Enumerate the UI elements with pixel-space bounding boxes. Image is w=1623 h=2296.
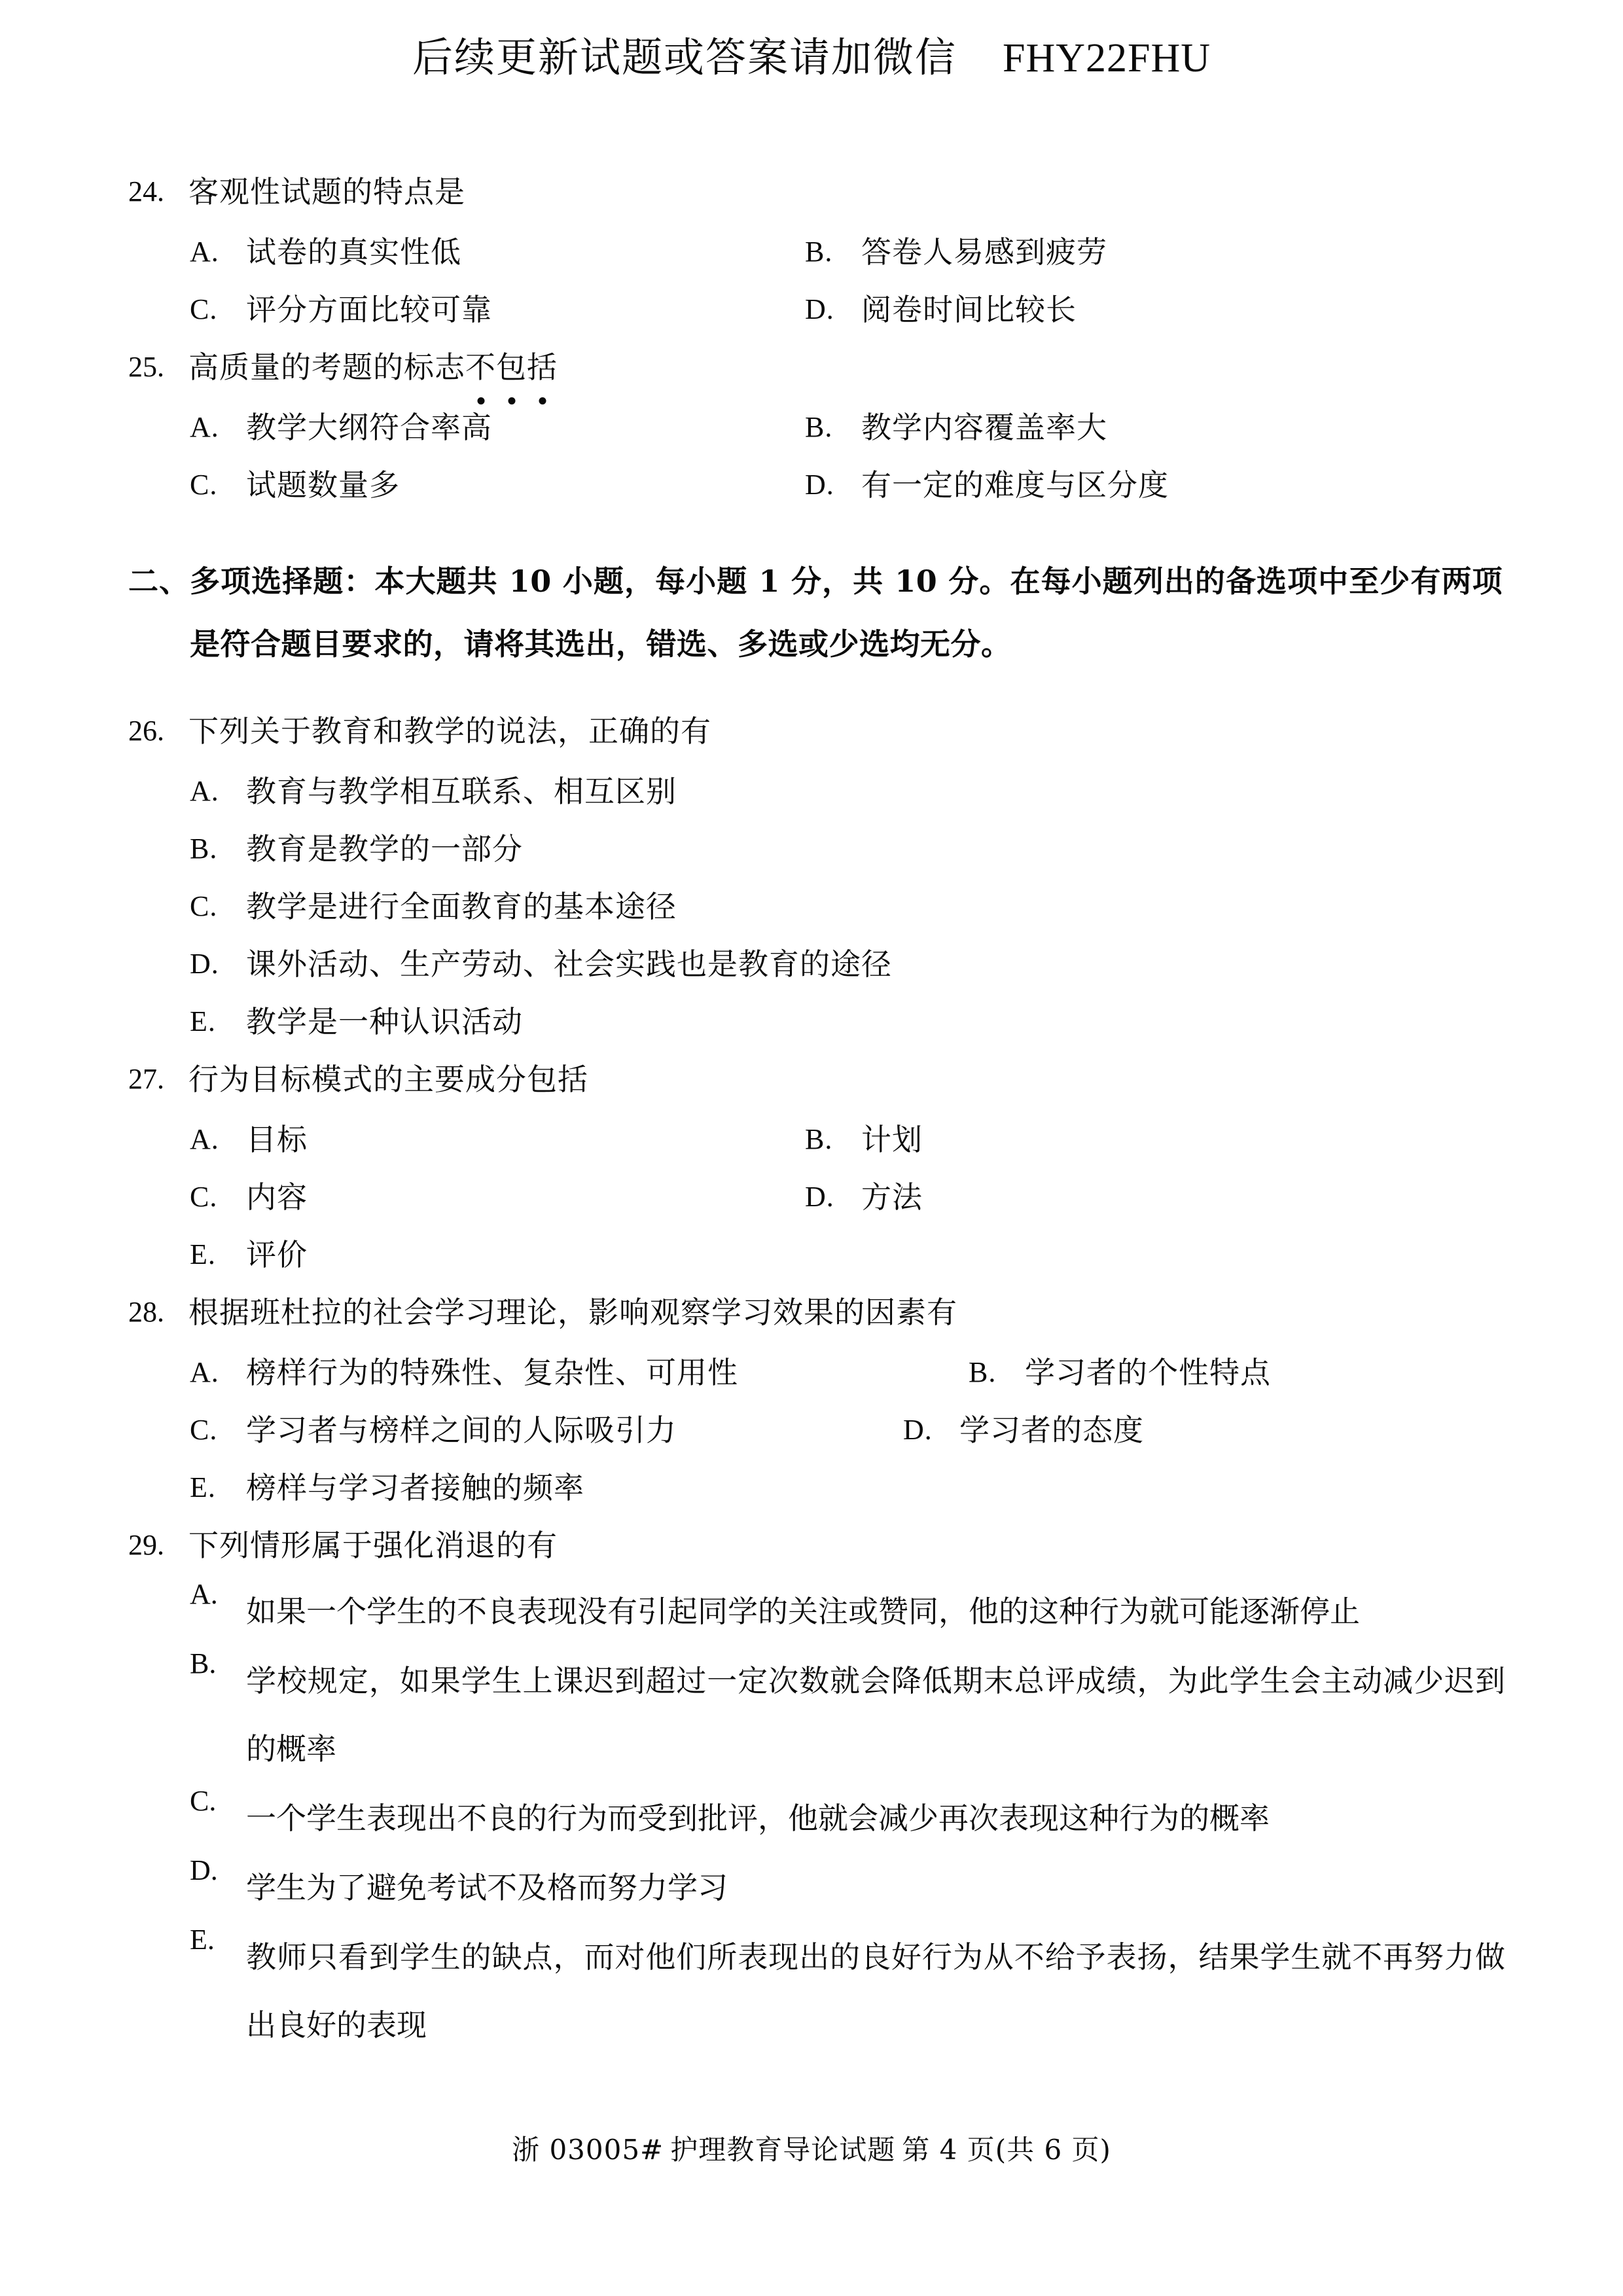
option-25-a-label: A.	[190, 411, 219, 443]
option-26-d-label: D.	[190, 948, 219, 980]
question-26-option-row-d	[190, 936, 1503, 992]
option-28-a[interactable]	[190, 1344, 969, 1401]
option-28-c-text: 学习者与榜样之间的人际吸引力	[246, 1412, 677, 1448]
option-29-b-label: B.	[190, 1647, 217, 1679]
option-28-e[interactable]	[190, 1460, 584, 1516]
option-25-b[interactable]	[805, 399, 1503, 456]
option-28-e-text: 榜样与学习者接触的频率	[246, 1470, 584, 1505]
option-27-b-label: B.	[805, 1123, 833, 1155]
footer-page-label: 第 4 页	[902, 2134, 995, 2166]
question-25-emphasis: 不包括	[465, 339, 558, 395]
option-26-b-text: 教育是教学的一部分	[246, 831, 523, 867]
option-24-c-text: 评分方面比较可靠	[246, 292, 492, 327]
header-notice-text: 后续更新试题或答案请加微信	[412, 33, 957, 81]
option-28-b[interactable]	[969, 1344, 1503, 1401]
option-28-d[interactable]	[903, 1402, 1503, 1458]
question-29-option-row-c[interactable]	[190, 1784, 1505, 1852]
option-28-a-text: 榜样行为的特殊性、复杂性、可用性	[246, 1355, 738, 1390]
option-27-d[interactable]	[805, 1169, 1503, 1225]
question-24-stem	[128, 164, 1503, 220]
question-29-text: 下列情形属于强化消退的有	[188, 1528, 558, 1563]
question-24-number: 24.	[128, 175, 164, 207]
option-26-b[interactable]	[190, 821, 523, 877]
question-26-text: 下列关于教育和教学的说法，正确的有	[188, 713, 711, 749]
option-28-b-text: 学习者的个性特点	[1025, 1355, 1271, 1390]
option-27-a[interactable]	[190, 1111, 805, 1168]
question-25-text	[188, 339, 558, 395]
option-24-b-text: 答卷人易感到疲劳	[861, 234, 1107, 270]
option-26-c-label: C.	[190, 890, 218, 922]
question-24-option-row-1	[190, 224, 1503, 280]
option-27-b-text: 计划	[861, 1122, 923, 1157]
option-29-a-label: A.	[190, 1578, 218, 1610]
option-26-d[interactable]	[190, 936, 892, 992]
option-28-b-label: B.	[969, 1356, 997, 1388]
option-28-d-label: D.	[903, 1414, 933, 1446]
question-28-text: 根据班杜拉的社会学习理论，影响观察学习效果的因素有	[188, 1295, 957, 1330]
question-27-text: 行为目标模式的主要成分包括	[188, 1062, 588, 1097]
question-27-number: 27.	[128, 1063, 164, 1095]
option-25-c-text: 试题数量多	[246, 467, 400, 503]
question-28-option-row-2	[190, 1402, 1503, 1458]
option-29-c-label: C.	[190, 1785, 217, 1817]
option-29-e-label: E.	[190, 1924, 215, 1956]
option-25-d-label: D.	[805, 469, 834, 501]
option-24-b[interactable]	[805, 224, 1503, 280]
option-29-d-label: D.	[190, 1854, 218, 1886]
question-28-stem	[128, 1284, 1503, 1340]
option-27-d-text: 方法	[861, 1179, 923, 1215]
option-24-a-text: 试卷的真实性低	[246, 234, 461, 270]
option-27-b[interactable]	[805, 1111, 1503, 1168]
header-wechat-id: FHY22FHU	[1002, 36, 1211, 81]
question-29-option-row-e[interactable]	[190, 1923, 1505, 2059]
option-24-a-label: A.	[190, 236, 219, 268]
option-28-d-text: 学习者的态度	[959, 1412, 1144, 1448]
option-27-e[interactable]	[190, 1227, 805, 1283]
option-27-c-text: 内容	[246, 1179, 308, 1215]
option-28-c-label: C.	[190, 1414, 218, 1446]
option-26-e[interactable]	[190, 994, 523, 1050]
section-2-heading	[128, 550, 1503, 675]
option-24-d-label: D.	[805, 293, 834, 325]
option-29-d-text: 学生为了避免考试不及格而努力学习	[246, 1870, 728, 1905]
option-24-c[interactable]	[190, 281, 805, 338]
option-27-c[interactable]	[190, 1169, 805, 1225]
footer-exam-code: 浙 03005#	[512, 2134, 664, 2166]
question-24-option-row-2	[190, 281, 1503, 338]
option-26-e-text: 教学是一种认识活动	[246, 1004, 523, 1039]
section-2-title	[190, 550, 1503, 675]
option-26-a[interactable]	[190, 763, 677, 819]
page-header	[0, 25, 1623, 83]
question-27-stem	[128, 1051, 1503, 1107]
option-26-d-text: 课外活动、生产劳动、社会实践也是教育的途径	[246, 946, 892, 982]
question-29-stem	[128, 1517, 1503, 1573]
option-27-a-text: 目标	[246, 1122, 308, 1157]
footer-exam-name: 护理教育导论试题	[670, 2134, 896, 2166]
question-26-option-row-e	[190, 994, 1503, 1050]
footer-page-total: (共 6 页)	[995, 2134, 1111, 2166]
option-26-a-label: A.	[190, 775, 219, 807]
option-27-a-label: A.	[190, 1123, 219, 1155]
question-29-option-row-d[interactable]	[190, 1854, 1505, 1922]
question-25-option-row-2	[190, 457, 1503, 513]
option-29-a-text: 如果一个学生的不良表现没有引起同学的关注或赞同，他的这种行为就可能逐渐停止	[246, 1594, 1360, 1629]
question-26-option-row-b	[190, 821, 1503, 877]
option-29-b-text: 学校规定，如果学生上课迟到超过一定次数就会降低期末总评成绩，为此学生会主动减少迟到的概率	[246, 1663, 1505, 1767]
option-24-d[interactable]	[805, 281, 1503, 338]
question-26-stem	[128, 703, 1503, 759]
question-25-option-row-1	[190, 399, 1503, 456]
option-24-b-label: B.	[805, 236, 833, 268]
question-25-number: 25.	[128, 351, 164, 383]
question-29-option-row-b[interactable]	[190, 1647, 1505, 1783]
question-29-option-row-a[interactable]	[190, 1577, 1505, 1645]
section-2-title-line1: 多项选择题：本大题共 10 小题，每小题 1 分，共 10 分。在每小题列出的备选项中	[190, 564, 1349, 599]
option-29-e-text: 教师只看到学生的缺点，而对他们所表现出的良好行为从不给予表扬，结果学生就不再努力做出良好的表现	[246, 1939, 1505, 2043]
option-27-e-text: 评价	[246, 1237, 308, 1272]
question-26-option-row-a	[190, 763, 1503, 819]
question-25-stem	[128, 339, 1503, 395]
option-27-c-label: C.	[190, 1181, 218, 1213]
option-25-a-text: 教学大纲符合率高	[246, 410, 492, 445]
question-28-option-row-1	[190, 1344, 1503, 1401]
option-26-b-label: B.	[190, 833, 218, 865]
option-24-c-label: C.	[190, 293, 218, 325]
option-26-c[interactable]	[190, 878, 677, 935]
option-26-c-text: 教学是进行全面教育的基本途径	[246, 889, 677, 924]
question-28-number: 28.	[128, 1296, 164, 1328]
question-24-text: 客观性试题的特点是	[188, 174, 465, 209]
question-27-option-row-1	[190, 1111, 1503, 1168]
option-29-c-text: 一个学生表现出不良的行为而受到批评，他就会减少再次表现这种行为的概率	[246, 1801, 1270, 1836]
section-2-marker: 二、	[128, 564, 190, 599]
option-28-a-label: A.	[190, 1356, 219, 1388]
question-25-text-plain: 高质量的考题的标志	[188, 350, 465, 385]
option-27-e-label: E.	[190, 1238, 216, 1270]
option-25-d[interactable]	[805, 457, 1503, 513]
question-26-option-row-c	[190, 878, 1503, 935]
option-25-b-text: 教学内容覆盖率大	[861, 410, 1107, 445]
option-27-d-label: D.	[805, 1181, 834, 1213]
option-25-c[interactable]	[190, 457, 805, 513]
option-28-c[interactable]	[190, 1402, 903, 1458]
option-25-b-label: B.	[805, 411, 833, 443]
option-24-a[interactable]	[190, 224, 805, 280]
section-2-title-line2: 至少有两项是符合题目要求的，请将其选出，错选、多选或少选均无分。	[190, 564, 1503, 662]
option-25-a[interactable]	[190, 399, 805, 456]
exam-content	[128, 164, 1503, 2060]
question-27-option-row-2	[190, 1169, 1503, 1225]
option-25-c-label: C.	[190, 469, 218, 501]
option-24-d-text: 阅卷时间比较长	[861, 292, 1077, 327]
question-26-number: 26.	[128, 715, 164, 747]
option-25-d-text: 有一定的难度与区分度	[861, 467, 1169, 503]
option-26-e-label: E.	[190, 1005, 216, 1037]
option-28-e-label: E.	[190, 1471, 216, 1503]
page-footer	[0, 2128, 1623, 2168]
question-29-number: 29.	[128, 1529, 164, 1561]
option-26-a-text: 教育与教学相互联系、相互区别	[246, 774, 677, 809]
question-28-option-row-3	[190, 1460, 1503, 1516]
question-27-option-row-3	[190, 1227, 1503, 1283]
